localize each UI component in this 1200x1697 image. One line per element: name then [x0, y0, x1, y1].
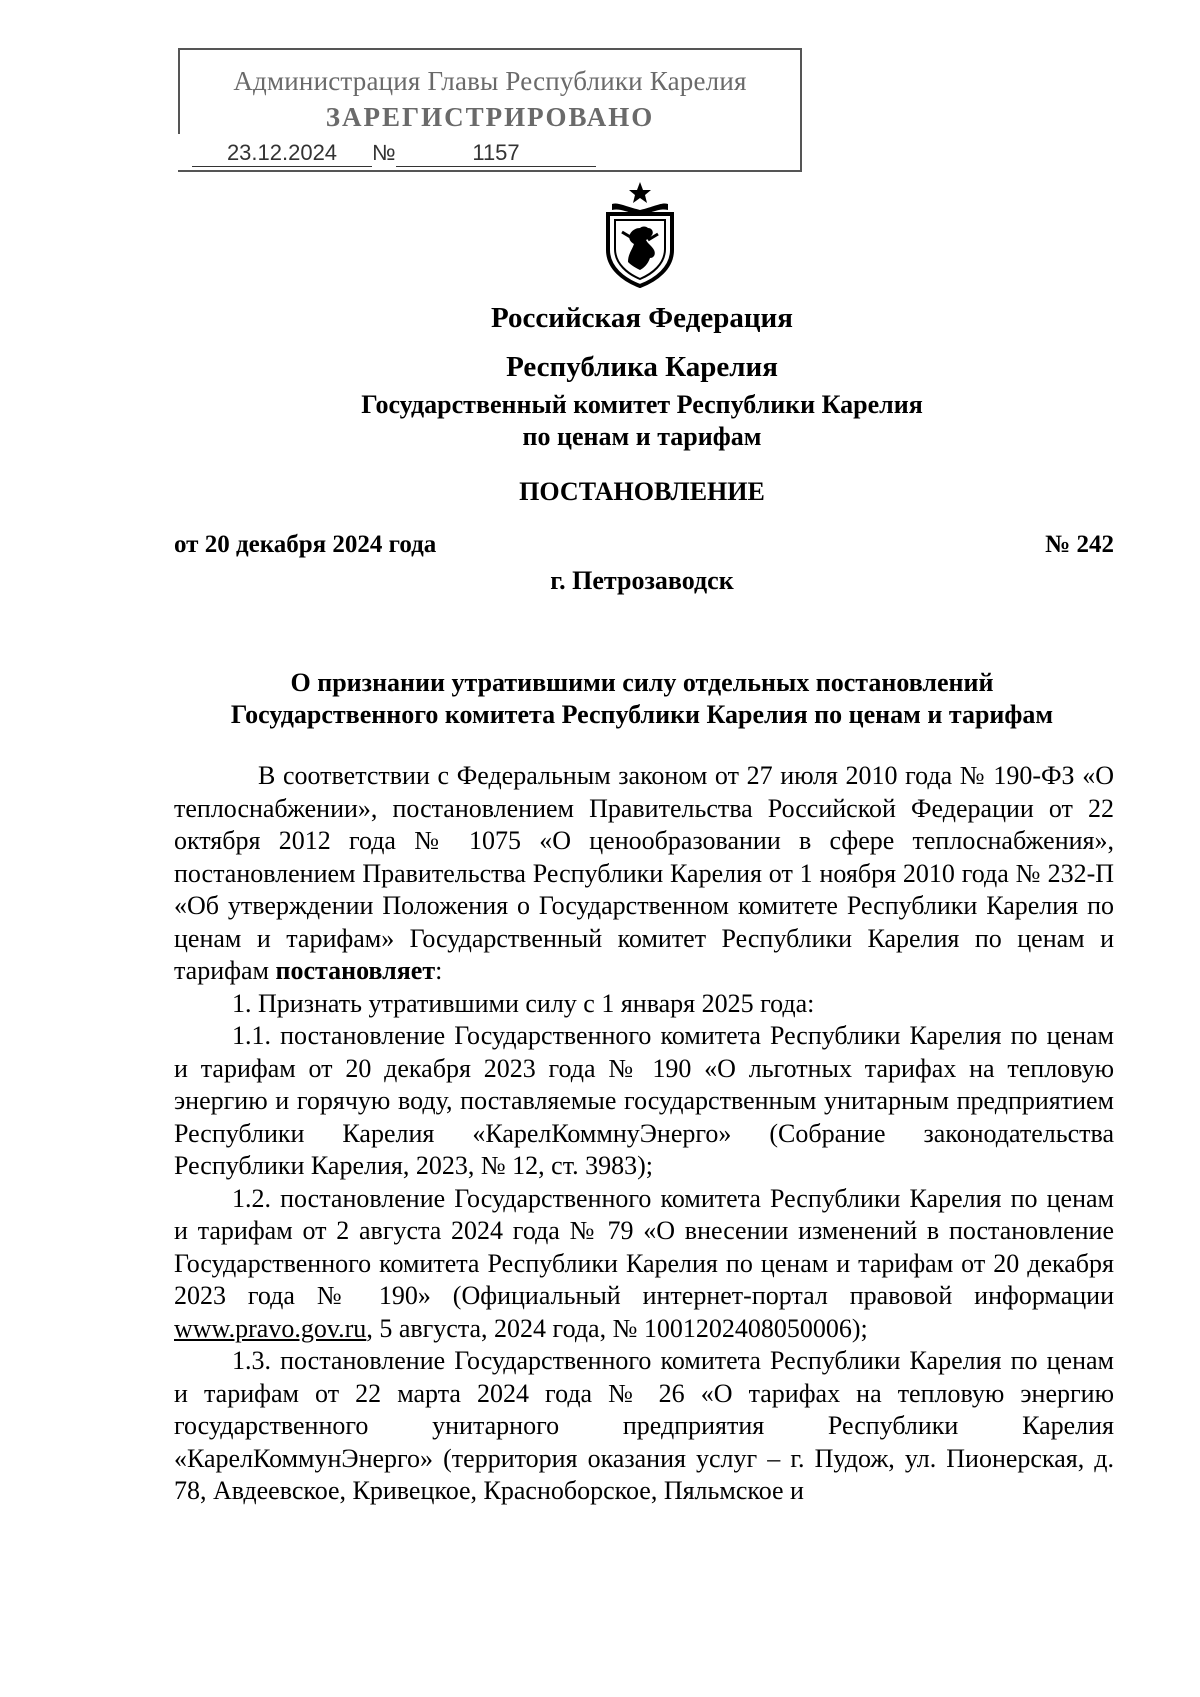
item-1: 1. Признать утратившими силу с 1 января 2025 года: — [232, 988, 815, 1018]
coat-of-arms-icon — [598, 180, 682, 288]
item-1-2-text-end: , 5 августа, 2024 года, № 1001202408050006); — [366, 1313, 868, 1343]
document-title-line2: Государственного комитета Республики Карелия по ценам и тарифам — [230, 700, 1054, 729]
document-type: ПОСТАНОВЛЕНИЕ — [519, 477, 765, 506]
heading-republic: Республика Карелия — [506, 351, 778, 383]
pravo-link[interactable]: www.pravo.gov.ru — [174, 1313, 367, 1343]
preamble-end: : — [435, 956, 443, 985]
document-city: г. Петрозаводск — [550, 566, 734, 595]
stamp-reg-date: 23.12.2024 — [192, 140, 372, 167]
stamp-no-sign: № — [372, 140, 396, 165]
preamble-text: В соответствии с Федеральным законом от 27 июля 2010 года № 190-ФЗ «О теплоснабжении», постановлением Правительства Российской Федерации от 22 октября 2012 года № 1075 «О ценообразовании в сфере теплоснабжения», постановлением Правительства Республики Карелия от 1 ноября 2010 года № 232-П «Об утверждении Положения о Государственном комитете Республики Карелия по ценам и тарифам» Государственный комитет Республики Карелия по ценам и тарифам — [174, 761, 1114, 985]
stamp-reg-number: 1157 — [396, 140, 596, 167]
document-title-line1: О признании утратившими силу отдельных постановлений — [290, 668, 994, 697]
stamp-authority: Администрация Главы Республики Карелия — [233, 66, 747, 96]
item-1-2 — [174, 1183, 1114, 1346]
document-number: № 242 — [1045, 531, 1114, 558]
item-1-3: 1.3. постановление Государственного комитета Республики Карелия по ценам и тарифам от 22 марта 2024 года № 26 «О тарифах на тепловую энергию государственного унитарного предприятия Республики Карелия «КарелКоммунЭнерго» (территория оказания услуг – г. Пудож, ул. Пионерская, д. 78, Авдеевское, Кривецкое, Красноборское, Пяльмское и — [174, 1346, 1114, 1505]
stamp-registration-line — [192, 140, 596, 167]
document-body — [174, 760, 1114, 1508]
document-date: от 20 декабря 2024 года — [174, 531, 437, 558]
item-1-2-text: 1.2. постановление Государственного комитета Республики Карелия по ценам и тарифам от 2 августа 2024 года № 79 «О внесении изменений в постановление Государственного комитета Республики Карелия по ценам и тарифам от 20 декабря 2023 года № 190» (Официальный интернет-портал правовой информации — [174, 1183, 1114, 1310]
stamp-left-border — [178, 48, 180, 134]
heading-federation: Российская Федерация — [491, 302, 793, 334]
preamble-bold: постановляет — [275, 956, 436, 985]
heading-committee-line2: по ценам и тарифам — [522, 422, 762, 451]
preamble-paragraph — [174, 760, 1114, 988]
stamp-registered: ЗАРЕГИСТРИРОВАНО — [325, 102, 655, 132]
heading-committee-line1: Государственный комитет Республики Карелия — [361, 390, 923, 419]
item-1-1: 1.1. постановление Государственного комитета Республики Карелия по ценам и тарифам от 20 декабря 2023 года № 190 «О льготных тарифах на тепловую энергию и горячую воду, поставляемые государственным унитарным предприятием Республики Карелия «КарелКоммнуЭнерго» (Собрание законодательства Республики Карелия, 2023, № 12, ст. 3983); — [174, 1021, 1114, 1180]
